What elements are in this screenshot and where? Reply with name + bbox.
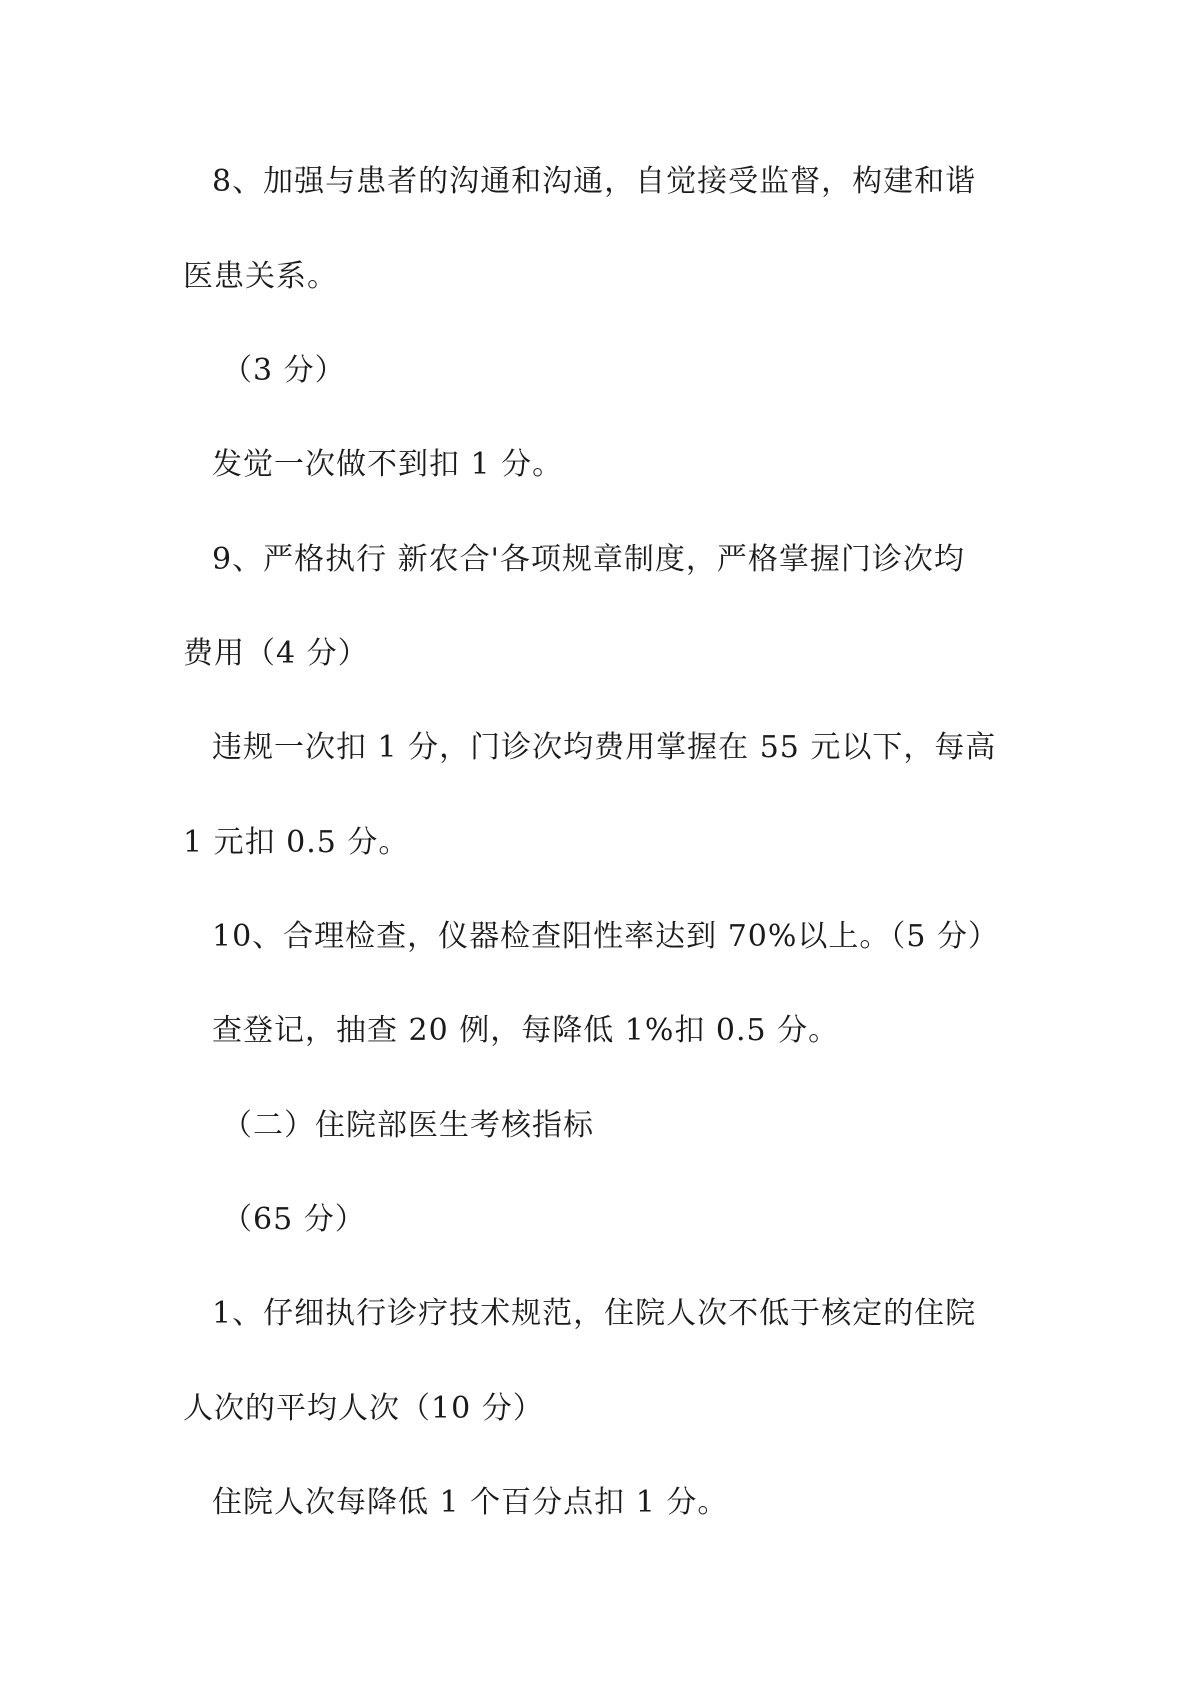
- section-score: （65 分）: [222, 1202, 366, 1237]
- item-9-deduction-rule: 违规一次扣 1 分，门诊次均费用掌握在 55 元以下，每高: [212, 730, 997, 765]
- item-8-score: （3 分）: [222, 353, 346, 388]
- item-8-text-continued: 医患关系。: [183, 259, 338, 294]
- inpatient-item-1-continued: 人次的平均人次（10 分）: [183, 1391, 544, 1426]
- inpatient-item-1-deduction: 住院人次每降低 1 个百分点扣 1 分。: [212, 1485, 729, 1520]
- item-8-deduction-rule: 发觉一次做不到扣 1 分。: [212, 447, 564, 482]
- item-9-deduction-continued: 1 元扣 0.5 分。: [183, 825, 410, 860]
- section-heading: （二）住院部医生考核指标: [222, 1108, 594, 1143]
- item-8-text: 8、加强与患者的沟通和沟通，自觉接受监督，构建和谐: [212, 164, 977, 199]
- item-9-text-continued: 费用（4 分）: [183, 636, 369, 671]
- item-9-text: 9、严格执行 新农合'各项规章制度，严格掌握门诊次均: [212, 542, 965, 577]
- item-10-text: 10、合理检查，仪器检查阳性率达到 70%以上。（5 分）: [212, 919, 1000, 954]
- inpatient-item-1-text: 1、仔细执行诊疗技术规范，住院人次不低于核定的住院: [212, 1296, 977, 1331]
- item-10-deduction-rule: 查登记，抽查 20 例，每降低 1%扣 0.5 分。: [212, 1013, 840, 1048]
